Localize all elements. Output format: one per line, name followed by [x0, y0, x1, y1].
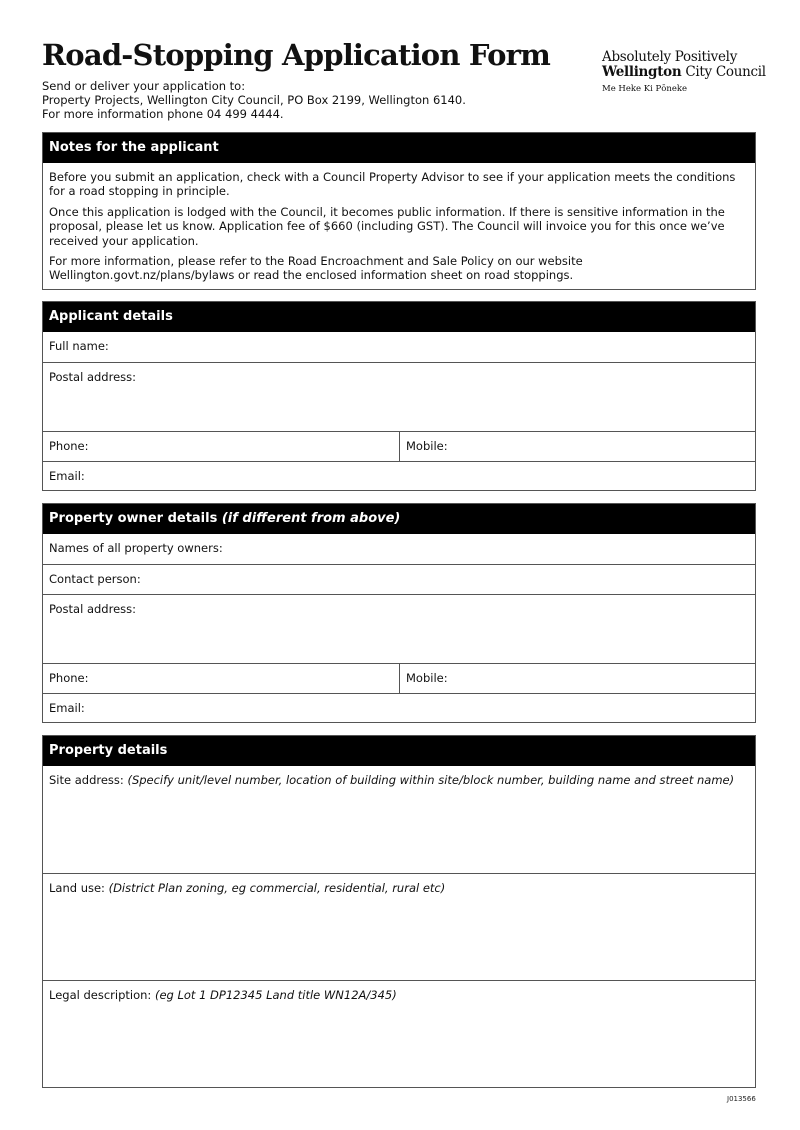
field-hint: (Specify unit/level number, location of building within site/block number, building name and street name) — [127, 773, 735, 787]
contact-person-field[interactable] — [43, 565, 755, 594]
field-label: Phone: — [49, 671, 89, 685]
owner-mobile-field[interactable] — [400, 664, 755, 693]
logo-bold-word: Wellington — [602, 64, 682, 80]
full-name-field[interactable] — [43, 332, 755, 362]
applicant-section — [42, 301, 756, 491]
field-hint: (eg Lot 1 DP12345 Land title WN12A/345) — [154, 988, 397, 1002]
notes-paragraph: Once this application is lodged with the Council, it becomes public information. If there is sensitive information in the proposal, please let us know. Application fee of $660 (including GST). The Council will invoice you for this once we’ve received your application. — [49, 204, 725, 248]
field-label: Phone: — [49, 439, 89, 453]
section-note: (if different from above) — [217, 511, 401, 526]
field-label: Mobile: — [406, 671, 448, 685]
section-title: Property owner details — [49, 511, 218, 526]
mobile-field[interactable] — [400, 432, 755, 461]
notes-body — [43, 163, 755, 283]
phone-field[interactable] — [43, 432, 400, 461]
property-section — [42, 735, 756, 1088]
submission-instructions — [42, 79, 466, 122]
notes-paragraph: For more information, please refer to the Road Encroachment and Sale Policy on our website Wellington.govt.nz/plans/bylaws or read the enclosed information sheet on road stoppings. — [49, 254, 583, 283]
email-field[interactable] — [43, 462, 755, 490]
field-label: Contact person: — [49, 572, 141, 586]
logo-tagline: Me Heke Ki Pōneke — [602, 84, 688, 94]
notes-paragraph: Before you submit an application, check with a Council Property Advisor to see if your application meets the conditions for a road stopping in principle. — [49, 170, 736, 199]
logo-line-1: Absolutely Positively — [602, 49, 738, 65]
postal-address-field[interactable] — [43, 363, 755, 431]
section-heading — [43, 504, 755, 534]
field-label: Postal address: — [49, 370, 137, 384]
legal-description-field[interactable] — [43, 981, 755, 1087]
logo-line-2 — [602, 65, 766, 80]
field-label: Legal description: — [49, 988, 155, 1002]
field-label: Names of all property owners: — [49, 541, 223, 555]
owner-postal-address-field[interactable] — [43, 595, 755, 663]
field-label: Land use: — [49, 881, 109, 895]
site-address-field[interactable] — [43, 766, 755, 873]
job-reference: J013566 — [727, 1095, 756, 1103]
owner-section — [42, 503, 756, 723]
intro-line: Property Projects, Wellington City Council, PO Box 2199, Wellington 6140. — [42, 93, 466, 108]
intro-line: For more information phone 04 499 4444. — [42, 107, 284, 122]
field-label: Email: — [49, 701, 85, 715]
land-use-field[interactable] — [43, 874, 755, 980]
section-heading: Applicant details — [43, 302, 755, 332]
section-heading: Property details — [43, 736, 755, 766]
owner-email-field[interactable] — [43, 694, 755, 722]
council-logo — [602, 50, 766, 95]
field-label: Email: — [49, 469, 85, 483]
owner-phone-field[interactable] — [43, 664, 400, 693]
section-heading: Notes for the applicant — [43, 133, 755, 163]
field-label: Mobile: — [406, 439, 448, 453]
owner-names-field[interactable] — [43, 534, 755, 564]
field-label: Postal address: — [49, 602, 137, 616]
field-label: Full name: — [49, 339, 109, 353]
logo-rest: City Council — [681, 64, 766, 80]
intro-line: Send or deliver your application to: — [42, 79, 246, 93]
notes-section — [42, 132, 756, 290]
page-title: Road-Stopping Application Form — [42, 38, 551, 72]
field-hint: (District Plan zoning, eg commercial, residential, rural etc) — [108, 881, 446, 895]
field-label: Site address: — [49, 773, 128, 787]
